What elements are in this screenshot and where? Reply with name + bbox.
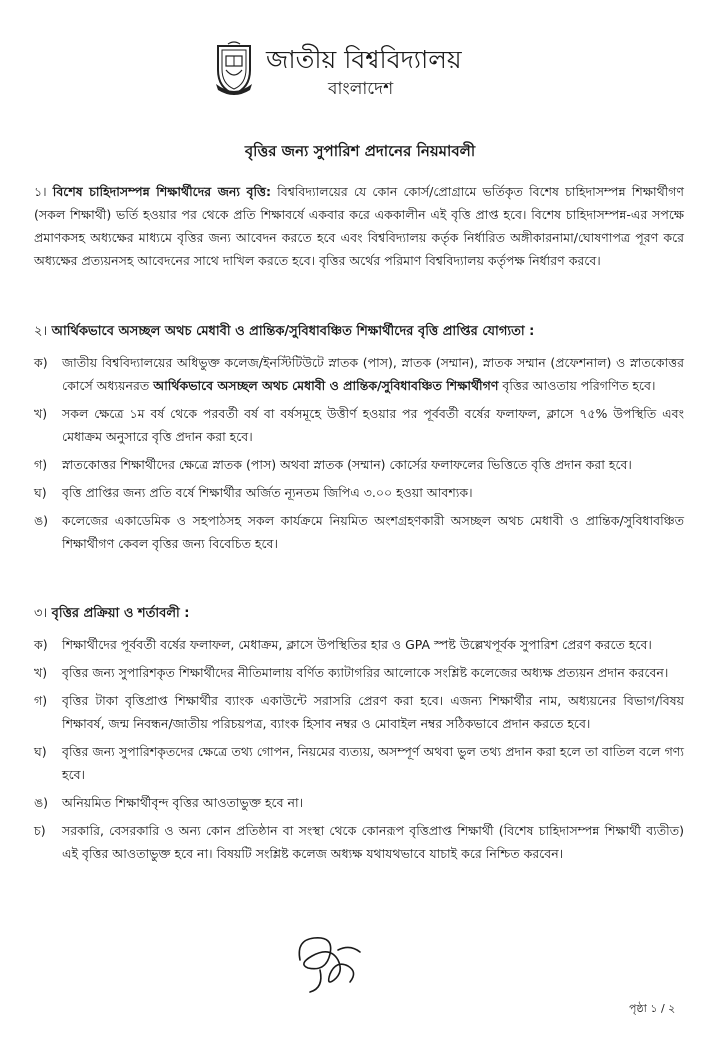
list-item bbox=[34, 689, 684, 735]
item-emphasis: আর্থিকভাবে অসচ্ছল অথচ মেধাবী ও প্রান্তিক/সুবিধাবঞ্চিত শিক্ষার্থীগণ bbox=[153, 378, 499, 393]
item-marker: ঘ) bbox=[34, 485, 47, 500]
list-item bbox=[34, 740, 684, 786]
item-text: অনিয়মিত শিক্ষার্থীবৃন্দ বৃত্তির আওতাভুক্ত হবে না। bbox=[62, 795, 304, 810]
list-item bbox=[34, 481, 684, 504]
signature-image bbox=[290, 930, 370, 1000]
section-number: ২। bbox=[34, 324, 48, 339]
letterhead bbox=[0, 28, 720, 118]
item-text: সরকারি, বেসরকারি ও অন্য কোন প্রতিষ্ঠান বা সংস্থা থেকে কোনরূপ বৃত্তিপ্রাপ্ত শিক্ষার্থী (বিশেষ চাহিদাসম্পন্ন শিক্ষার্থী ব্যতীত) এই বৃত্তির আওতাভুক্ত হবে না। বিষয়টি সংশ্লিষ্ট কলেজ অধ্যক্ষ যথাযথভাবে যাচাই করে নিশ্চিত করবেন। bbox=[62, 823, 684, 861]
item-marker: গ) bbox=[34, 693, 48, 708]
section-number: ৩। bbox=[34, 606, 48, 621]
item-marker: খ) bbox=[34, 665, 48, 680]
section-2-heading bbox=[34, 320, 684, 343]
item-text: স্নাতকোত্তর শিক্ষার্থীদের ক্ষেত্রে স্নাতক (পাস) অথবা স্নাতক (সম্মান) কোর্সের ফলাফলের ভিত্তিতে বৃত্তি প্রদান করা হবে। bbox=[62, 457, 632, 472]
item-marker: গ) bbox=[34, 457, 48, 472]
item-text: সকল ক্ষেত্রে ১ম বর্ষ থেকে পরবর্তী বর্ষ বা বর্ষসমূহে উত্তীর্ণ হওয়ার পর পূর্ববর্তী বর্ষের ফলাফল, ক্লাসে ৭৫% উপস্থিতি এবং মেধাক্রম অনুসারে বৃত্তি প্রদান করা হবে। bbox=[62, 406, 684, 444]
section-3-heading bbox=[34, 602, 684, 625]
university-name: জাতীয় বিশ্ববিদ্যালয় bbox=[266, 45, 462, 74]
eligibility-list bbox=[34, 351, 684, 555]
list-item bbox=[34, 819, 684, 865]
list-item bbox=[34, 661, 684, 684]
item-text: জাতীয় বিশ্ববিদ্যালয়ের অধিভুক্ত কলেজ/ইনস্টিটিউটে স্নাতক (পাস), স্নাতক (সম্মান), স্নাতক সম্মান (প্রফেশনাল) ও স্নাতকোত্তর কোর্সে অধ্যয়নরত bbox=[62, 355, 684, 393]
list-item bbox=[34, 402, 684, 448]
item-text: বৃত্তির জন্য সুপারিশকৃত শিক্ষার্থীদের নীতিমালায় বর্ণিত ক্যাটাগরির আলোকে সংশ্লিষ্ট কলেজের অধ্যক্ষ প্রত্যয়ন প্রদান করবেন। bbox=[62, 665, 669, 680]
item-marker: ক) bbox=[34, 355, 48, 370]
section-heading: বৃত্তির প্রক্রিয়া ও শর্তাবলী : bbox=[51, 606, 190, 621]
section-heading: আর্থিকভাবে অসচ্ছল অথচ মেধাবী ও প্রান্তিক/সুবিধাবঞ্চিত শিক্ষার্থীদের বৃত্তি প্রাপ্তির যোগ্যতা : bbox=[51, 324, 535, 339]
list-item bbox=[34, 351, 684, 397]
item-marker: খ) bbox=[34, 406, 48, 421]
section-text: বিশ্ববিদ্যালয়ের যে কোন কোর্স/প্রোগ্রামে ভর্তিকৃত বিশেষ চাহিদাসম্পন্ন শিক্ষার্থীগণ (সকল শিক্ষার্থী) ভর্তি হওয়ার পর থেকে প্রতি শিক্ষাবর্ষে একবার করে এককালীন এই বৃত্তি প্রাপ্ত হবে। বিশেষ চাহিদাসম্পন্ন-এর সপক্ষে প্রমাণকসহ অধ্যক্ষের মাধ্যমে বৃত্তির জন্য আবেদন করতে হবে এবং বিশ্ববিদ্যালয় কর্তৃক নির্ধারিত অঙ্গীকারনামা/ঘোষণাপত্র পূরণ করে অধ্যক্ষের প্রত্যয়নসহ আবেদনের সাথে দাখিল করতে হবে। বৃত্তির অর্থের পরিমাণ বিশ্ববিদ্যালয় কর্তৃপক্ষ নির্ধারণ করবে। bbox=[34, 184, 684, 268]
university-seal-icon bbox=[214, 40, 254, 96]
section-special-needs bbox=[34, 180, 684, 272]
item-text: বৃত্তির টাকা বৃত্তিপ্রাপ্ত শিক্ষার্থীর ব্যাংক একাউন্টে সরাসরি প্রেরণ করা হবে। এজন্য শিক্ষার্থীর নাম, অধ্যয়নের বিভাগ/বিষয় শিক্ষাবর্ষ, জন্ম নিবন্ধন/জাতীয় পরিচয়পত্র, ব্যাংক হিসাব নম্বর ও মোবাইল নম্বর সঠিকভাবে প্রদান করতে হবে। bbox=[62, 693, 684, 731]
item-marker: চ) bbox=[34, 823, 46, 838]
item-marker: ঘ) bbox=[34, 744, 47, 759]
list-item bbox=[34, 509, 684, 555]
item-text: বৃত্তি প্রাপ্তির জন্য প্রতি বর্ষে শিক্ষার্থীর অর্জিত ন্যূনতম জিপিএ ৩.০০ হওয়া আবশ্যক। bbox=[62, 485, 473, 500]
item-text: কলেজের একাডেমিক ও সহপাঠসহ সকল কার্যক্রমে নিয়মিত অংশগ্রহণকারী অসচ্ছল অথচ মেধাবী ও প্রান্তিক/সুবিধাবঞ্চিত শিক্ষার্থীগণ কেবল বৃত্তির জন্য বিবেচিত হবে। bbox=[62, 513, 684, 551]
item-marker: ঙ) bbox=[34, 513, 49, 528]
item-text: শিক্ষার্থীদের পূর্ববর্তী বর্ষের ফলাফল, মেধাক্রম, ক্লাসে উপস্থিতির হার ও GPA স্পষ্ট উল্লেখপূর্বক সুপারিশ প্রেরণ করতে হবে। bbox=[62, 637, 652, 652]
section-process-conditions bbox=[34, 602, 684, 870]
country-name: বাংলাদেশ bbox=[328, 79, 394, 99]
list-item bbox=[34, 453, 684, 476]
section-heading: বিশেষ চাহিদাসম্পন্ন শিক্ষার্থীদের জন্য বৃত্তি: bbox=[52, 184, 271, 199]
item-text: বৃত্তির জন্য সুপারিশকৃতদের ক্ষেত্রে তথ্য গোপন, নিয়মের ব্যত্যয়, অসম্পূর্ণ অথবা ভুল তথ্য প্রদান করা হলে তা বাতিল বলে গণ্য হবে। bbox=[62, 744, 684, 782]
section-number: ১। bbox=[34, 184, 47, 199]
list-item bbox=[34, 791, 684, 814]
page-number: পৃষ্ঠা ১ / ২ bbox=[629, 1002, 676, 1015]
list-item bbox=[34, 633, 684, 656]
section-1-paragraph bbox=[34, 180, 684, 272]
section-eligibility bbox=[34, 320, 684, 560]
item-marker: ক) bbox=[34, 637, 48, 652]
document-title: বৃত্তির জন্য সুপারিশ প্রদানের নিয়মাবলী bbox=[244, 142, 476, 160]
item-marker: ঙ) bbox=[34, 795, 49, 810]
conditions-list bbox=[34, 633, 684, 865]
item-text-end: বৃত্তির আওতায় পরিগণিত হবে। bbox=[498, 378, 656, 393]
